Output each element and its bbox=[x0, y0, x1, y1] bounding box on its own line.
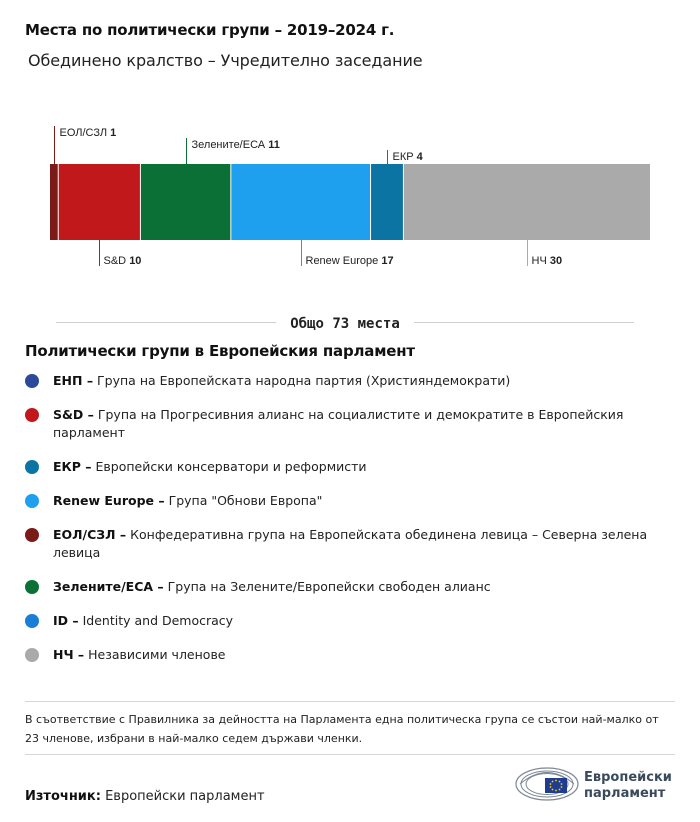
logo-line-1: Европейски bbox=[584, 770, 672, 785]
legend-title: Политически групи в Европейския парламент bbox=[25, 342, 415, 360]
legend-dot-icon bbox=[25, 614, 39, 628]
legend-desc: Група на Европейската народна партия (Християндемократи) bbox=[93, 373, 511, 388]
bar-segment bbox=[231, 164, 371, 240]
chart-subtitle: Обединено кралство – Учредително заседание bbox=[28, 51, 423, 70]
european-parliament-logo bbox=[514, 765, 684, 805]
legend-dot-icon bbox=[25, 494, 39, 508]
legend-abbr: Renew Europe – bbox=[53, 493, 165, 508]
legend-dot-icon bbox=[25, 648, 39, 662]
legend-desc: Група на Зелените/Европейски свободен алианс bbox=[163, 579, 491, 594]
bar-label: Зелените/ЕСА 11 bbox=[191, 139, 280, 151]
legend-abbr: ЕНП – bbox=[53, 373, 94, 388]
legend-abbr: ID – bbox=[53, 613, 79, 628]
source-text: Европейски парламент bbox=[100, 789, 265, 804]
bar-segment bbox=[140, 164, 230, 240]
source-label: Източник: bbox=[25, 789, 101, 804]
total-seats-row bbox=[56, 312, 634, 332]
bar-label: ЕОЛ/СЗЛ 1 bbox=[59, 127, 117, 139]
source-line bbox=[25, 789, 265, 804]
bar-label: Renew Europe 17 bbox=[305, 255, 394, 267]
footnote: В съответствие с Правилника за дейността на Парламента една политическа група се състои най-малко от 23 членове, избрани в най-малко седем държави членки. bbox=[25, 713, 659, 745]
legend-abbr: НЧ – bbox=[53, 647, 85, 662]
source-divider bbox=[25, 754, 675, 755]
parliament-building-icon bbox=[514, 765, 580, 805]
legend-desc: Конфедеративна група на Европейската обединена левица – Северна зелена левица bbox=[53, 527, 648, 560]
legend-desc: Група "Обнови Европа" bbox=[164, 493, 323, 508]
bar-label: НЧ 30 bbox=[531, 255, 563, 267]
legend-dot-icon bbox=[25, 408, 39, 422]
total-seats-label: Общо 73 места bbox=[276, 316, 414, 332]
legend-dot-icon bbox=[25, 460, 39, 474]
legend-desc: Identity and Democracy bbox=[78, 613, 234, 628]
legend-abbr: S&D – bbox=[53, 407, 94, 422]
chart-title: Места по политически групи – 2019–2024 г. bbox=[25, 21, 395, 39]
legend-desc: Независими членове bbox=[84, 647, 226, 662]
bar-segment bbox=[403, 164, 650, 240]
legend-desc: Европейски консерватори и реформисти bbox=[91, 459, 367, 474]
legend-dot-icon bbox=[25, 580, 39, 594]
legend-dot-icon bbox=[25, 528, 39, 542]
legend-abbr: ЕОЛ/СЗЛ – bbox=[53, 527, 127, 542]
bar-segment bbox=[58, 164, 140, 240]
logo-line-2: парламент bbox=[584, 786, 666, 801]
bar-segment bbox=[371, 164, 404, 240]
bar-label: ЕКР 4 bbox=[392, 151, 423, 163]
legend-dot-icon bbox=[25, 374, 39, 388]
seat-distribution-chart bbox=[0, 120, 700, 290]
bar-segment bbox=[50, 164, 58, 240]
footnote-divider bbox=[25, 701, 675, 702]
legend-desc: Група на Прогресивния алианс на социалистите и демократите в Европейския парламент bbox=[53, 407, 624, 440]
legend-abbr: Зелените/ЕСА – bbox=[53, 579, 164, 594]
legend-abbr: ЕКР – bbox=[53, 459, 92, 474]
bar-label: S&D 10 bbox=[103, 255, 142, 267]
